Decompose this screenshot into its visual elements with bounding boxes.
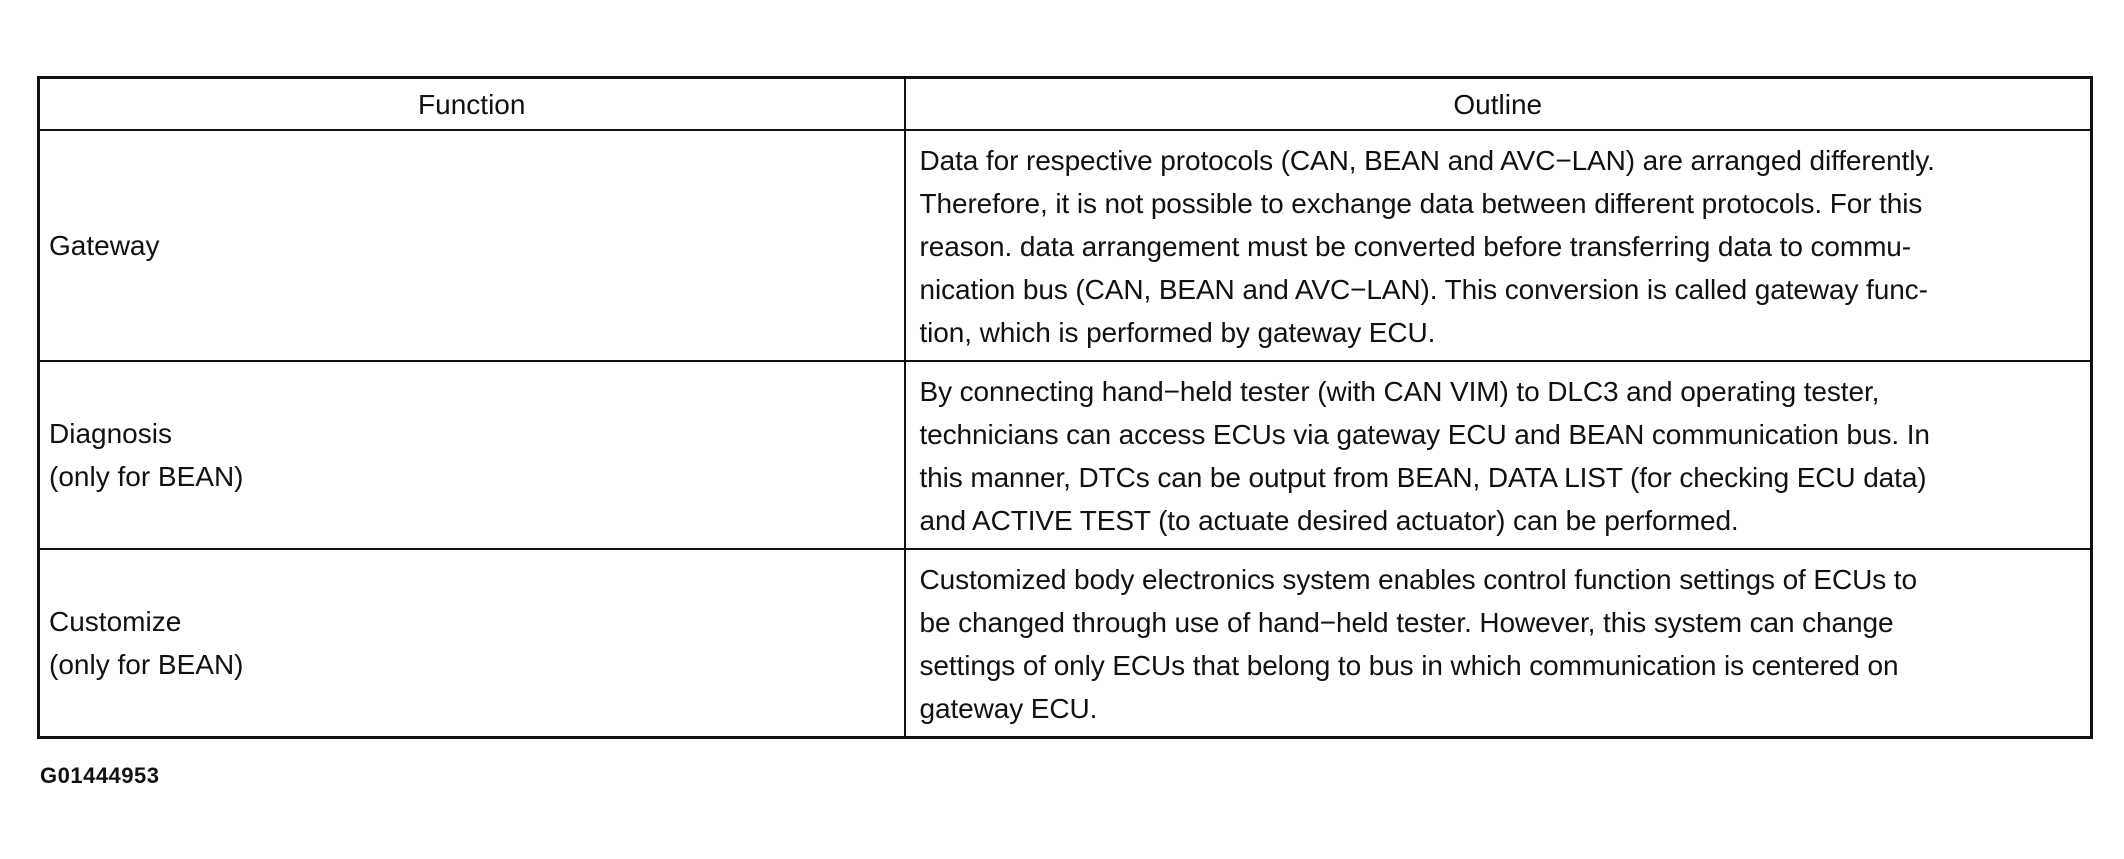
outline-text: Data for respective protocols (CAN, BEAN and AVC−LAN) are arranged differently. <box>919 145 1935 176</box>
outline-text: By connecting hand−held tester (with CAN VIM) to DLC3 and operating tester, <box>919 376 1880 407</box>
outline-text: this manner, DTCs can be output from BEAN, DATA LIST (for checking ECU data) <box>919 462 1927 493</box>
function-text: Customize <box>49 606 182 637</box>
function-cell <box>39 130 905 361</box>
outline-cell <box>905 130 2092 361</box>
outline-text: Customized body electronics system enables control function settings of ECUs to <box>919 564 1917 595</box>
function-text: Diagnosis <box>49 418 172 449</box>
outline-text: tion, which is performed by gateway ECU. <box>919 317 1436 348</box>
function-text: (only for BEAN) <box>49 649 244 680</box>
function-text: (only for BEAN) <box>49 461 244 492</box>
outline-text: gateway ECU. <box>919 693 1098 724</box>
outline-text: reason. data arrangement must be converted before transferring data to commu- <box>919 231 1911 262</box>
outline-text: and ACTIVE TEST (to actuate desired actuator) can be performed. <box>919 505 1739 536</box>
function-outline-table <box>37 76 2093 739</box>
outline-text: nication bus (CAN, BEAN and AVC−LAN). This conversion is called gateway func- <box>919 274 1928 305</box>
table-header-row <box>39 78 2092 131</box>
outline-cell <box>905 361 2092 549</box>
outline-text: technicians can access ECUs via gateway ECU and BEAN communication bus. In <box>919 419 1930 450</box>
header-function: Function <box>39 78 905 131</box>
function-cell <box>39 361 905 549</box>
outline-text: be changed through use of hand−held tester. However, this system can change <box>919 607 1894 638</box>
outline-text: settings of only ECUs that belong to bus in which communication is centered on <box>919 650 1899 681</box>
table-row <box>39 549 2092 738</box>
header-outline: Outline <box>905 78 2092 131</box>
function-text: Gateway <box>49 230 160 261</box>
figure-id: G01444953 <box>40 763 160 788</box>
function-cell <box>39 549 905 738</box>
table-row <box>39 361 2092 549</box>
outline-text: Therefore, it is not possible to exchange data between different protocols. For this <box>919 188 1923 219</box>
table-row <box>39 130 2092 361</box>
outline-cell <box>905 549 2092 738</box>
